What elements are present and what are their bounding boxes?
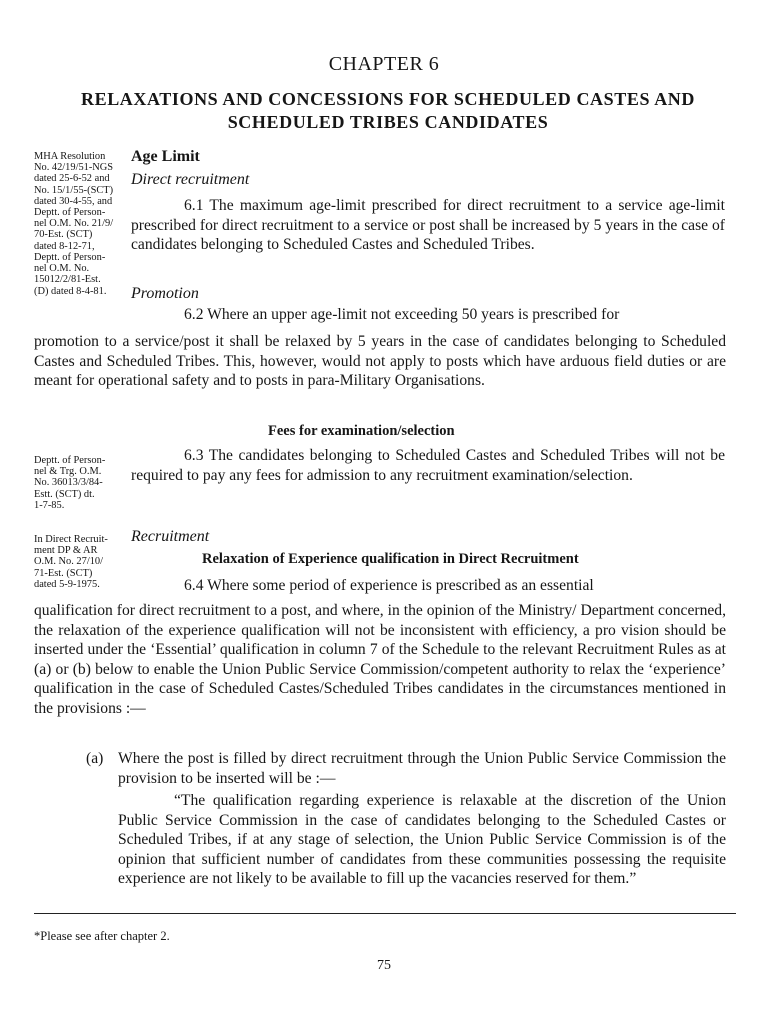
list-item-a [86,749,726,788]
direct-recruitment-heading: Direct recruitment [131,171,250,188]
page-number: 75 [377,958,391,973]
experience-relaxation-heading: Relaxation of Experience qualification in Direct Recruitment [202,551,579,567]
paragraph-6-2-continued: promotion to a service/post it shall be relaxed by 5 years in the case of candidates belonging to Scheduled Castes and Scheduled Tribes. This, however, would not apply to posts which have arduous field duties or are meant for operational safety and to posts in para-Military Organisations. [34,333,726,390]
footnote-divider [34,913,736,914]
paragraph-6-4-continued: qualification for direct recruitment to a post, and where, in the opinion of the Ministry/ Department concerned, the relaxation of the experience qualification will not be inconsistent with efficiency, a pro vision should be inserted under the ‘Essential’ qualification in column 7 of the Schedule to the relevant Recruitment Rules as at (a) or (b) below to enable the Union Public Service Commission/competent authority to relax the ‘experience’ qualification in the case of Scheduled Castes/Scheduled Tribes candidates in the circumstances mentioned in the provisions :— [34,602,726,717]
margin-note-fees: Deptt. of Person- nel & Trg. O.M. No. 36013/3/84- Estt. (SCT) dt. 1-7-85. [34,455,106,511]
recruitment-heading: Recruitment [131,528,210,545]
margin-note-age-limit: MHA Resolution No. 42/19/51-NGS dated 25-6-52 and No. 15/1/55-(SCT) dated 30-4-55, and Deptt. of Person- nel O.M. No. 21/9/ 70-Est. (SCT) dated 8-12-71, [34,151,114,252]
age-limit-heading: Age Limit [131,148,200,165]
paragraph-6-2-start: 6.2 Where an upper age-limit not exceeding 50 years is prescribed for [184,306,620,323]
paragraph-6-3: 6.3 The candidates belonging to Scheduled Castes and Scheduled Tribes will not be required to pay any fees for admission to any recruitment examination/selection. [131,447,725,484]
list-item-marker: (a) [86,750,104,767]
quoted-provision: “The qualification regarding experience is relaxable at the discretion of the Union Public Service Commission in the case of candidates belonging to the Scheduled Castes or Scheduled Tribes, if at any stage of selection, the Union Public Service Commission is of the opinion that sufficient number of candidates from these communities possessing the requisite experience are not likely to be available to fill up the vacancies reserved for them.” [118,792,726,888]
chapter-label: CHAPTER 6 [328,53,440,75]
paragraph-6-1: 6.1 The maximum age-limit prescribed for direct recruitment to a service age-limit prescribed for direct recruitment to a service or post shall be increased by 5 years in the case of candidates belonging to Scheduled Castes and Scheduled Tribes. [131,197,725,254]
margin-note-recruitment: In Direct Recruit- ment DP & AR O.M. No. 27/10/ 71-Est. (SCT) dated 5-9-1975. [34,534,108,590]
paragraph-6-4-start: 6.4 Where some period of experience is prescribed as an essential [184,577,594,594]
fees-heading: Fees for examination/selection [268,423,455,439]
chapter-title: RELAXATIONS AND CONCESSIONS FOR SCHEDULED CASTES AND SCHEDULED TRIBES CANDIDATES [81,89,695,132]
promotion-heading: Promotion [131,285,199,302]
margin-note-promotion: Deptt. of Person- nel O.M. No. 15012/2/81-Est. (D) dated 8-4-81. [34,252,107,297]
list-item-text: Where the post is filled by direct recruitment through the Union Public Service Commission the provision to be inserted will be :— [118,750,726,787]
footnote: *Please see after chapter 2. [34,929,170,943]
